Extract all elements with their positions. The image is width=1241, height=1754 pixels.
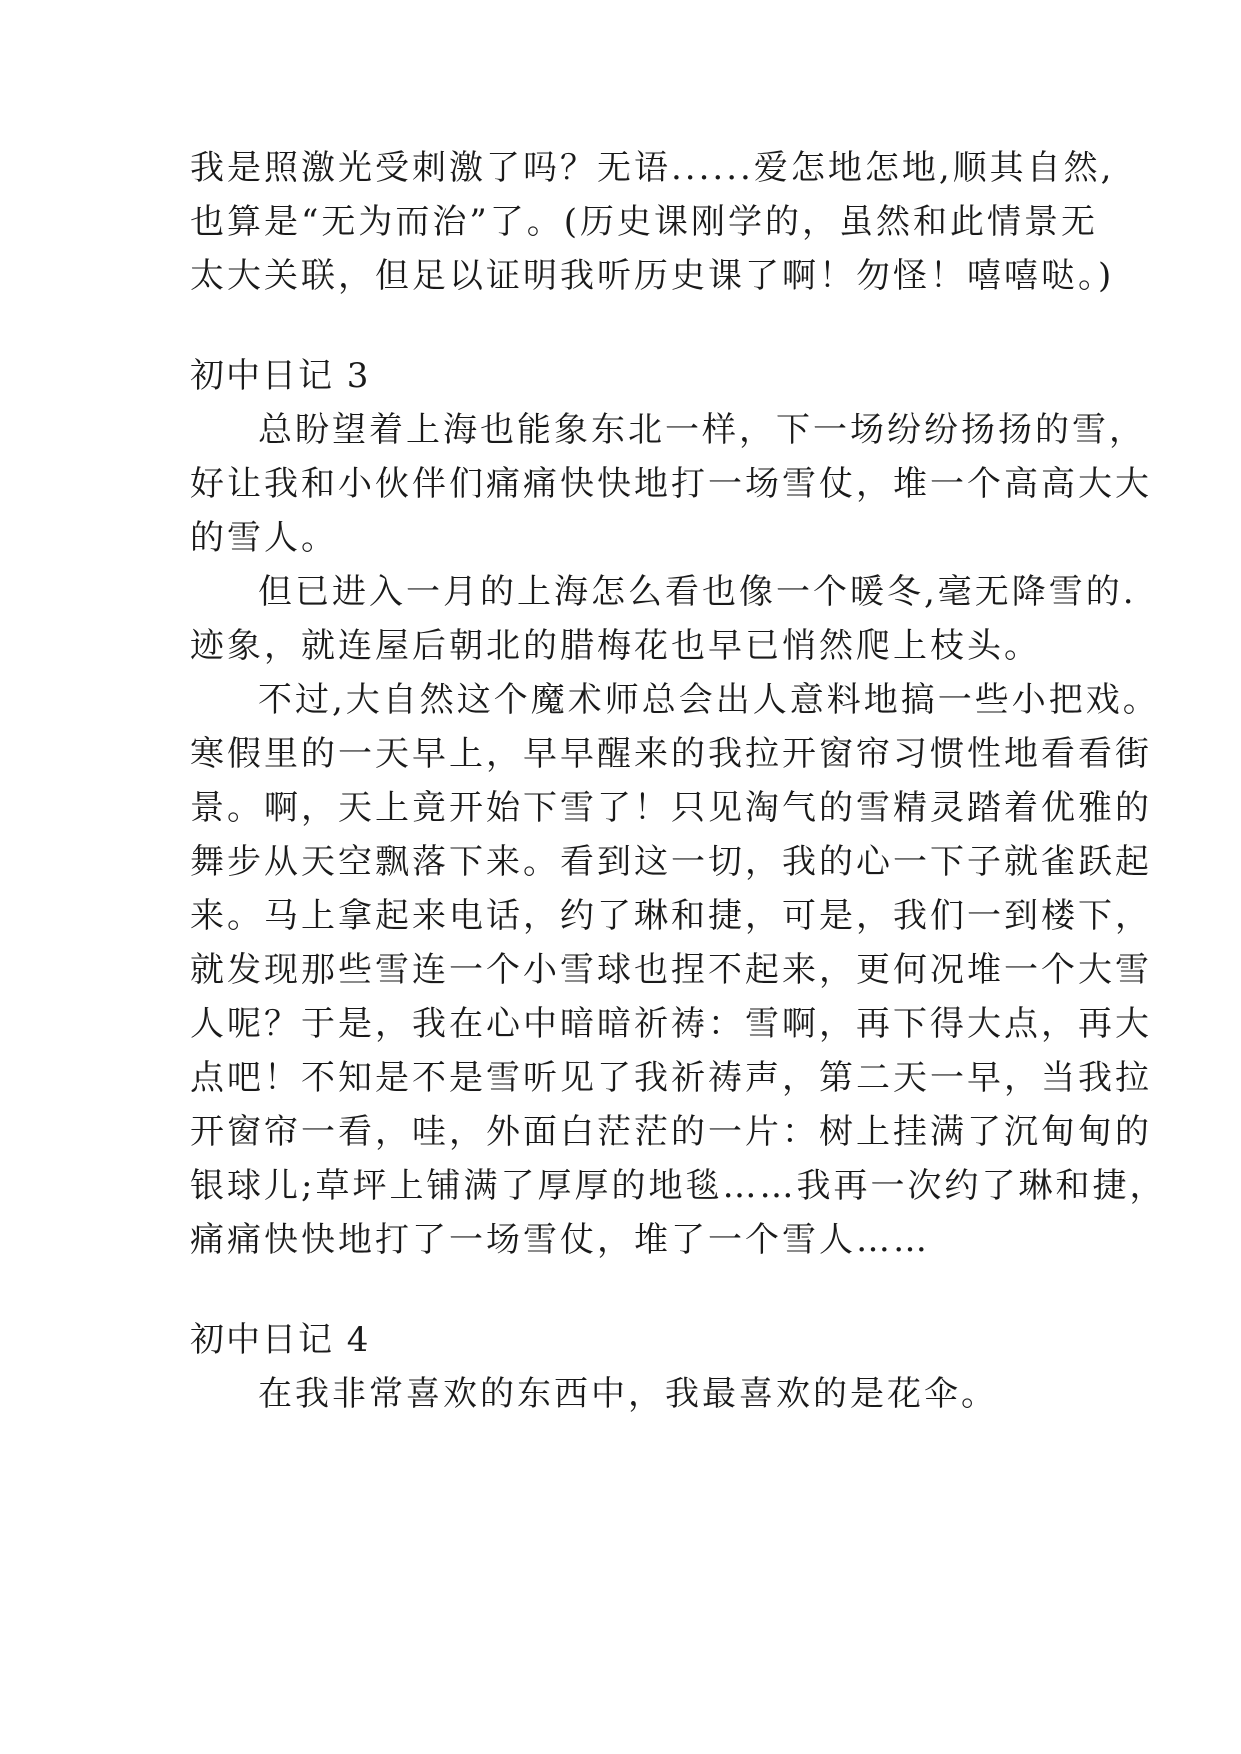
text-line: 我是照激光受刺激了吗？无语......爱怎地怎地,顺其自然, <box>190 148 1115 188</box>
paragraph-line: 在我非常喜欢的东西中，我最喜欢的是花伞。 <box>258 1374 998 1414</box>
paragraph-line: 点吧！不知是不是雪听见了我祈祷声，第二天一早，当我拉 <box>190 1058 1152 1098</box>
paragraph-line: 寒假里的一天早上，早早醒来的我拉开窗帘习惯性地看看街 <box>190 734 1152 774</box>
paragraph-line: 人呢？于是，我在心中暗暗祈祷：雪啊，再下得大点，再大 <box>190 1004 1152 1044</box>
text-line: 太大关联，但足以证明我听历史课了啊！勿怪！嘻嘻哒。) <box>190 256 1115 296</box>
entry-heading: 初中日记 3 <box>190 356 371 396</box>
paragraph-line: 开窗帘一看，哇，外面白茫茫的一片：树上挂满了沉甸甸的 <box>190 1112 1152 1152</box>
document-page <box>190 0 1167 1754</box>
paragraph-line: 银球儿;草坪上铺满了厚厚的地毯……我再一次约了琳和捷， <box>190 1166 1167 1206</box>
paragraph-line: 舞步从天空飘落下来。看到这一切，我的心一下子就雀跃起 <box>190 842 1152 882</box>
text-line: 也算是“无为而治”了。(历史课刚学的，虽然和此情景无 <box>190 202 1099 242</box>
entry-heading: 初中日记 4 <box>190 1320 371 1360</box>
paragraph-line: 但已进入一月的上海怎么看也像一个暖冬,毫无降雪的. <box>258 572 1137 612</box>
paragraph-line: 迹象，就连屋后朝北的腊梅花也早已悄然爬上枝头。 <box>190 626 1041 666</box>
paragraph-line: 总盼望着上海也能象东北一样，下一场纷纷扬扬的雪， <box>258 410 1146 450</box>
paragraph-line: 不过,大自然这个魔术师总会出人意料地搞一些小把戏。 <box>258 680 1160 720</box>
paragraph-line: 的雪人。 <box>190 518 338 558</box>
paragraph-line: 痛痛快快地打了一场雪仗，堆了一个雪人…… <box>190 1220 930 1260</box>
paragraph-line: 就发现那些雪连一个小雪球也捏不起来，更何况堆一个大雪 <box>190 950 1152 990</box>
paragraph-line: 景。啊，天上竟开始下雪了！只见淘气的雪精灵踏着优雅的 <box>190 788 1152 828</box>
paragraph-line: 好让我和小伙伴们痛痛快快地打一场雪仗，堆一个高高大大 <box>190 464 1152 504</box>
paragraph-line: 来。马上拿起来电话，约了琳和捷，可是，我们一到楼下， <box>190 896 1152 936</box>
